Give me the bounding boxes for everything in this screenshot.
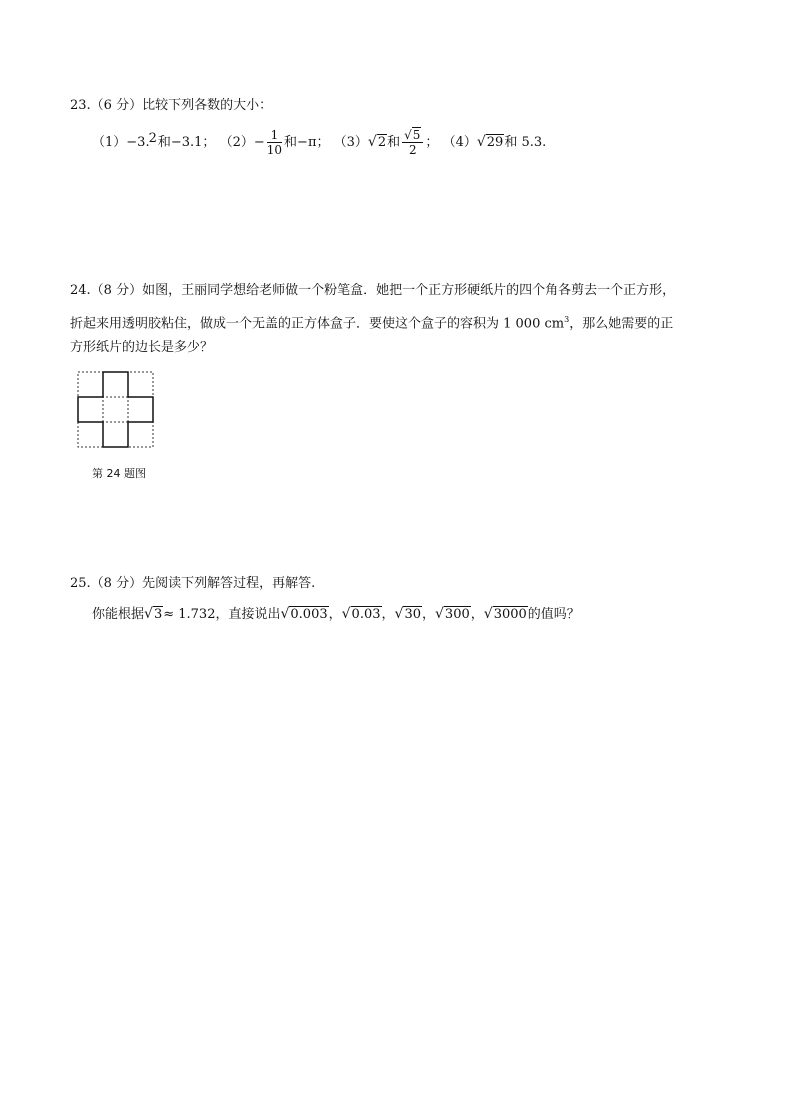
sqrt-3: √3 [144,606,163,622]
q23-part2-compare: 和−π； [284,135,330,150]
q23-part3-fraction: $\frac{√5}{2}$ [402,128,423,157]
q24-line3: 方形纸片的边长是多少？ [70,340,214,355]
q25-heading: 25.（8 分）先阅读下列解答过程，再解答. [70,576,316,591]
q25-body: 你能根据√3≈ 1.732，直接说出√0.003，√0.03，√30，√300，√3000的值吗？ [92,604,580,625]
q23-part1-value: −3.2 [126,131,157,150]
repeating-dot-digit: 2 [148,131,157,146]
q23-part4-label: （4） [442,135,477,150]
sqrt-300: √300 [435,606,470,622]
q23-part3-sqrt: √2 [367,134,387,150]
q23-part4-compare: 和 5.3. [504,135,547,150]
q23-part1-label: （1） [92,135,127,150]
sqrt-0.03: √0.03 [341,606,381,622]
q23-part3-sep: ； [425,135,439,150]
figure-caption: 第 24 题图 [92,467,146,480]
sqrt-30: √30 [394,606,421,622]
q23-part1-compare: 和−3.1； [157,135,216,150]
q23-part3-and: 和 [387,135,401,150]
q24-line1: 24.（8 分）如图，王丽同学想给老师做一个粉笔盒．她把一个正方形硬纸片的四个角各剪去一个正方形， [70,283,676,298]
q23-part4-sqrt: √29 [476,134,504,150]
q23-part2-label: （2） [219,135,254,150]
sqrt-0.003: √0.003 [280,606,328,622]
q23-part2-minus: − [253,135,265,150]
sqrt-3000: √3000 [483,606,527,622]
q24-line2: 折起来用透明胶粘住，做成一个无盖的正方体盒子．要使这个盒子的容积为 1 000 $cm^3$，那么她需要的正 [70,315,674,332]
q23-heading: 23.（6 分）比较下列各数的大小： [70,98,273,113]
cross-net-figure [77,371,157,451]
q23-parts [92,128,546,157]
q23-part3-label: （3） [333,135,368,150]
q23-part2-fraction: $\frac{1}{10}$ [266,128,283,157]
